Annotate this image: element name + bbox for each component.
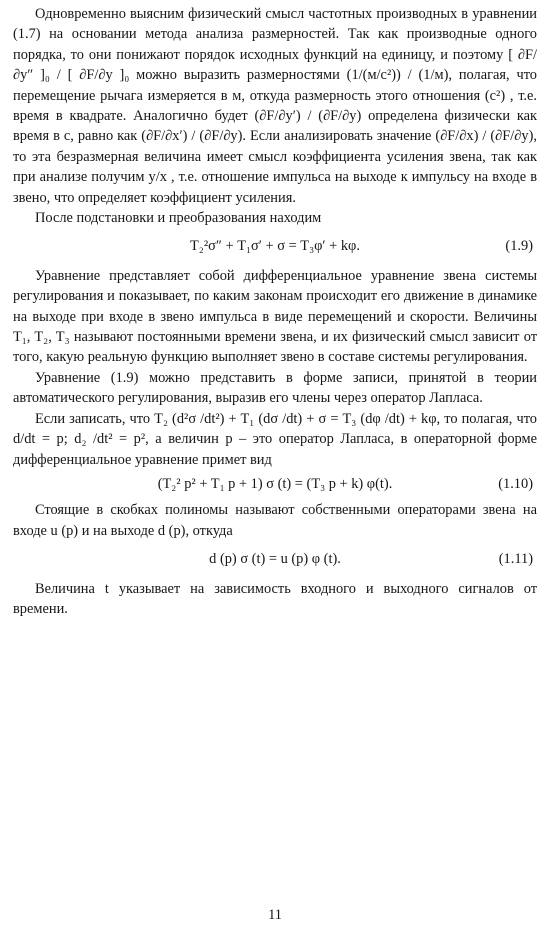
equation-formula: (T₂² p² + T₁ p + 1) σ (t) = (T₃ p + k) φ(t). [157, 475, 393, 492]
paragraph-laplace-form: Уравнение (1.9) можно представить в форме записи, принятой в теории автоматического регулирования, выразив его члены через оператор Лапласа. [13, 369, 537, 407]
equation-formula: T₂²σ″ + T₁σ′ + σ = T₃φ′ + kφ. [190, 238, 360, 255]
paragraph-differential-equation: Уравнение представляет собой дифференциальное уравнение звена системы регулирования и показывает, по каким законам происходит его движение в динамике на выходе при входе в звено импульса в виде перемещений и скорости. Величины T₁, T₂, T₃ называют постоянными времени звена, и их физический смысл зависит от того, какую реальную функцию выполняет звено в составе системы регулирования. [13, 267, 537, 366]
paragraph-own-operators: Стоящие в скобках полиномы называют собственными операторами звена на входе u (p) и на выходе d (p), откуда [13, 502, 537, 539]
paragraph-operator-substitution: Если записать, что T₂ (d²σ /dt²) + T₁ (dσ /dt) + σ = T₃ (dφ /dt) + kφ, то полагая, что d/dt = p; d₂ /dt² = p², а величин p – это оператор Лапласа, в операторной форме дифференциальное уравнение примет вид [13, 410, 537, 468]
equation-number: (1.9) [505, 238, 533, 255]
page-number: 11 [268, 907, 282, 923]
equation-1-11 [13, 549, 537, 569]
equation-number: (1.11) [498, 551, 533, 568]
paragraph-substitution-intro: После подстановки и преобразования находим [35, 210, 322, 227]
equation-formula: d (p) σ (t) = u (p) φ (t). [209, 551, 341, 568]
equation-1-9 [13, 236, 537, 256]
equation-1-10 [13, 474, 537, 494]
paragraph-dimensional-analysis: Одновременно выясним физический смысл частотных производных в уравнении (1.7) на основании метода анализа размерностей. Так как производные одного порядка, то они понижают порядок исходных функций на единицу, и поэтому [ ∂F/∂y″ ]₀ / [ ∂F/∂y ]₀ можно выразить размерностями (1/(м/с²)) / (1/м), полагая, что перемещение рычага измеряется в м, откуда размерность этого отношения (с²) , т.е. время в квадрате. Аналогично будет (∂F/∂y′) / (∂F/∂y) определена физически как время в с, равно как (∂F/∂x′) / (∂F/∂y). Если анализировать значение (∂F/∂x) / (∂F/∂y), то эта безразмерная величина имеет смысл коэффициента усиления звена, так как при анализе получим y/x , т.е. отношение импульса на выходе к импульсу на входе в звено, что определяет коэффициент усиления. [13, 6, 537, 206]
equation-number: (1.10) [498, 475, 533, 492]
page-body [13, 4, 537, 619]
paragraph-time-dependence: Величина t указывает на зависимость входного и выходного сигналов от времени. [13, 580, 537, 617]
